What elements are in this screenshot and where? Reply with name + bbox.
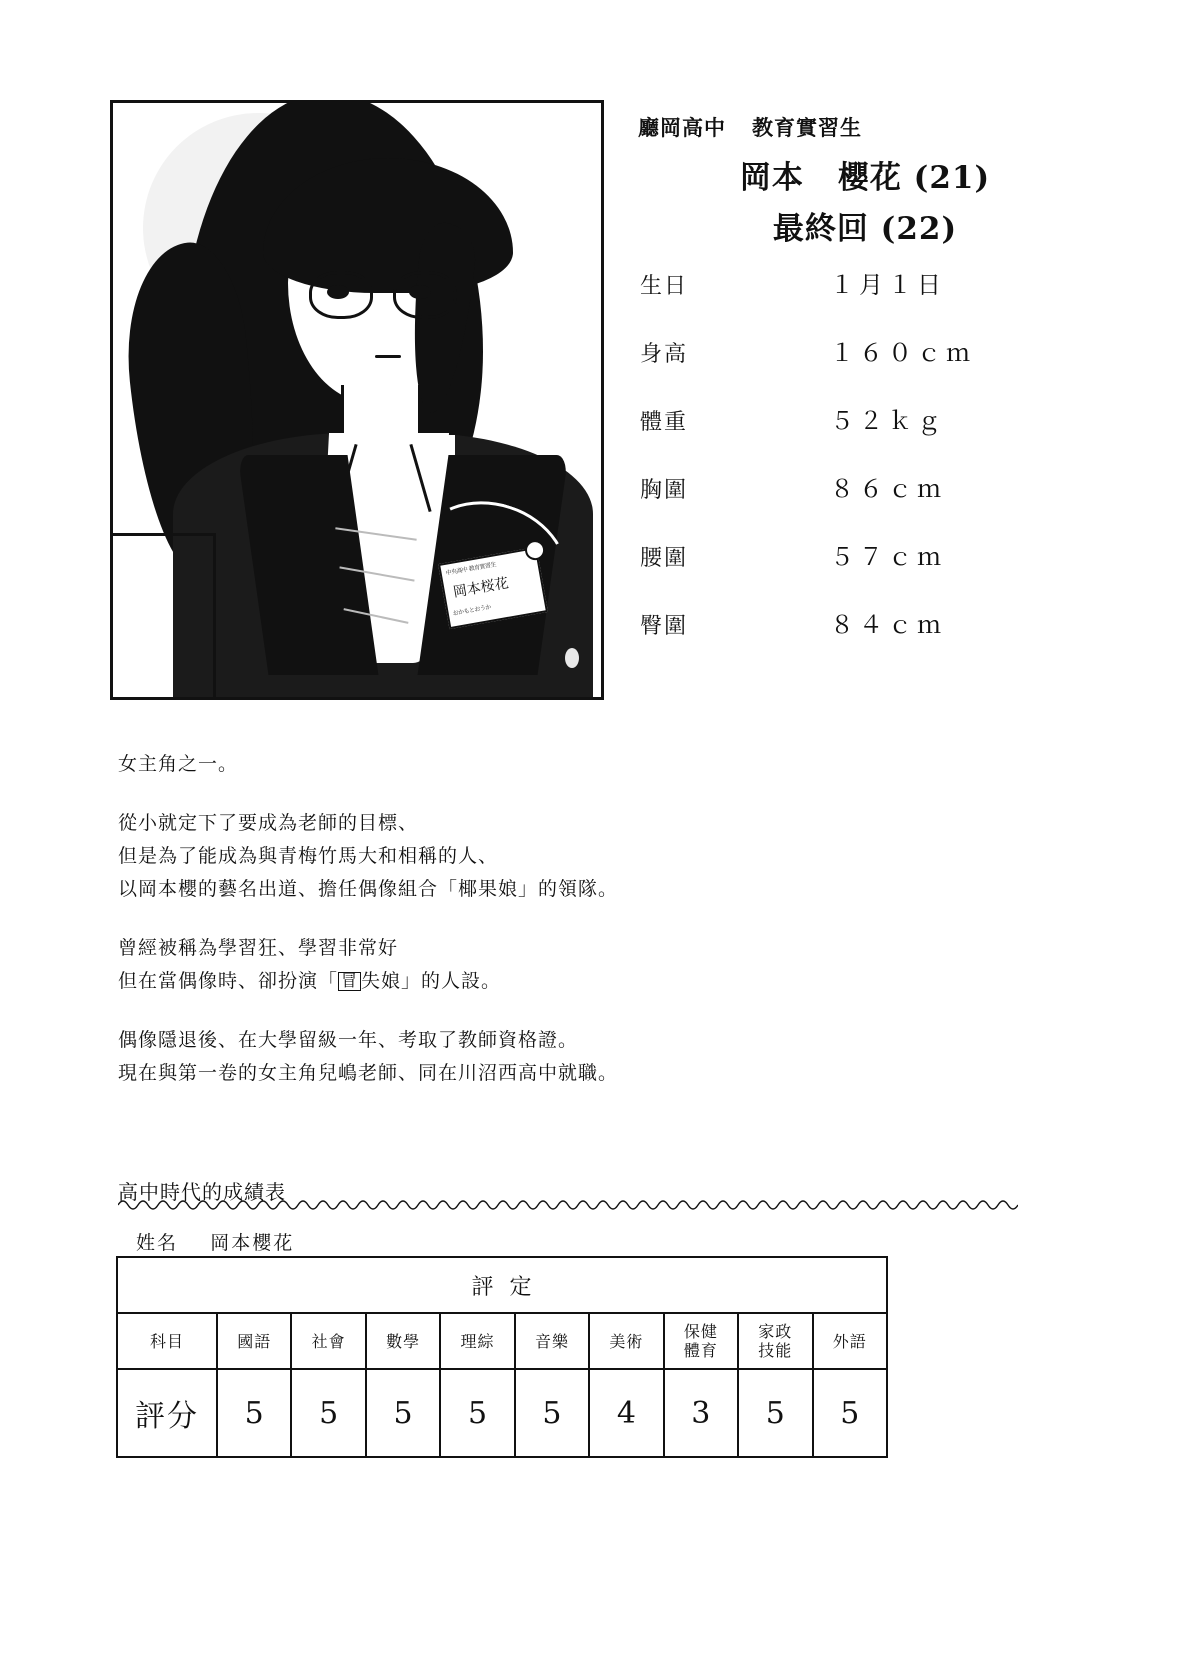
stat-value: １月１日 (830, 271, 946, 299)
stat-value: ５２ｋｇ (830, 407, 946, 435)
eval-header-cell: 評定 (117, 1257, 887, 1313)
subject-cell: 社會 (291, 1313, 365, 1369)
report-name-value: 岡本櫻花 (210, 1232, 295, 1254)
panel-divider-vertical (213, 533, 216, 697)
score-cell: 5 (515, 1369, 589, 1457)
glasses-icon (309, 271, 459, 313)
squiggle-divider (118, 1196, 1018, 1212)
stat-value: ８４ｃｍ (830, 611, 946, 639)
name-tag-top-text: 中央高中 教育實習生 (445, 561, 497, 577)
final-episode-number: (22) (880, 211, 958, 247)
subject-cell: 國語 (217, 1313, 291, 1369)
stat-row-height (640, 333, 1060, 401)
report-card-student-name (136, 1228, 294, 1255)
subject-cell: 美術 (589, 1313, 663, 1369)
school-name: 廳岡高中 (638, 115, 726, 140)
name-tag-bottom-text: おかもとおうか (452, 603, 492, 618)
subject-cell: 數學 (366, 1313, 440, 1369)
character-name (630, 152, 1100, 197)
description-paragraph-2 (118, 807, 1018, 906)
stat-row-hip (640, 605, 1060, 673)
table-row-scores (117, 1369, 887, 1457)
grades-table (116, 1256, 888, 1458)
subject-cell: 外語 (813, 1313, 888, 1369)
description-line: 但是為了能成為與青梅竹馬大和相稱的人、 (118, 845, 499, 867)
stat-label: 體重 (640, 410, 689, 435)
report-card-title: 高中時代的成績表 (118, 1180, 286, 1204)
stat-label: 生日 (640, 274, 689, 299)
name-family: 岡本 (739, 160, 804, 196)
description-line: 失娘」的人設。 (361, 970, 502, 992)
mouth (375, 355, 401, 358)
panel-divider-horizontal (113, 533, 213, 536)
description-line: 以岡本櫻的藝名出道、擔任偶像組合「椰果娘」的領隊。 (118, 878, 619, 900)
name-given: 櫻花 (837, 160, 902, 196)
score-cell: 5 (813, 1369, 888, 1457)
subject-cell: 家政 技能 (738, 1313, 812, 1369)
table-row-eval-header (117, 1257, 887, 1313)
character-header (630, 112, 1100, 248)
score-cell: 5 (738, 1369, 812, 1457)
jacket-button (565, 648, 579, 668)
score-cell: 3 (664, 1369, 738, 1457)
description-paragraph-3 (118, 932, 1018, 998)
character-portrait-panel (110, 100, 604, 700)
row-header-subject: 科目 (117, 1313, 217, 1369)
school-role-line (638, 112, 1100, 142)
score-cell: 5 (217, 1369, 291, 1457)
subject-cell: 保健 體育 (664, 1313, 738, 1369)
name-number: (21) (913, 160, 991, 196)
name-tag-name-text: 岡本桜花 (451, 575, 510, 601)
role-label: 教育實習生 (752, 115, 862, 140)
stat-label: 身高 (640, 342, 689, 367)
eye-right (409, 285, 431, 299)
score-cell: 5 (366, 1369, 440, 1457)
stat-value: １６０ｃｍ (830, 339, 975, 367)
stat-label: 臀圍 (640, 614, 689, 639)
subject-cell: 理綜 (440, 1313, 514, 1369)
stat-row-weight (640, 401, 1060, 469)
report-name-label: 姓名 (136, 1232, 179, 1254)
stat-value: ５７ｃｍ (830, 543, 946, 571)
character-description (118, 748, 1018, 1116)
subject-cell: 音樂 (515, 1313, 589, 1369)
boxed-character: 冒 (338, 972, 361, 991)
final-episode-label: 最終回 (772, 211, 869, 247)
score-cell: 4 (589, 1369, 663, 1457)
glasses-bridge (367, 289, 393, 292)
description-line: 女主角之一。 (118, 753, 239, 775)
description-line: 但在當偶像時、卻扮演「 (118, 970, 339, 992)
stat-row-birthday (640, 265, 1060, 333)
stats-list (640, 265, 1060, 673)
stat-row-bust (640, 469, 1060, 537)
stat-row-waist (640, 537, 1060, 605)
stat-label: 胸圍 (640, 478, 689, 503)
stat-label: 腰圍 (640, 546, 689, 571)
final-episode-line (630, 203, 1100, 248)
stat-value: ８６ｃｍ (830, 475, 946, 503)
description-line: 從小就定下了要成為老師的目標、 (118, 812, 419, 834)
description-intro (118, 748, 1018, 781)
table-row-subjects (117, 1313, 887, 1369)
score-cell: 5 (291, 1369, 365, 1457)
description-line: 現在與第一卷的女主角兒嶋老師、同在川沼西高中就職。 (118, 1062, 619, 1084)
score-cell: 5 (440, 1369, 514, 1457)
portrait-illustration (113, 103, 601, 697)
eye-left (327, 285, 349, 299)
row-header-score: 評分 (117, 1369, 217, 1457)
description-line: 曾經被稱為學習狂、學習非常好 (118, 937, 399, 959)
description-line: 偶像隱退後、在大學留級一年、考取了教師資格證。 (118, 1029, 579, 1051)
description-paragraph-4 (118, 1024, 1018, 1090)
